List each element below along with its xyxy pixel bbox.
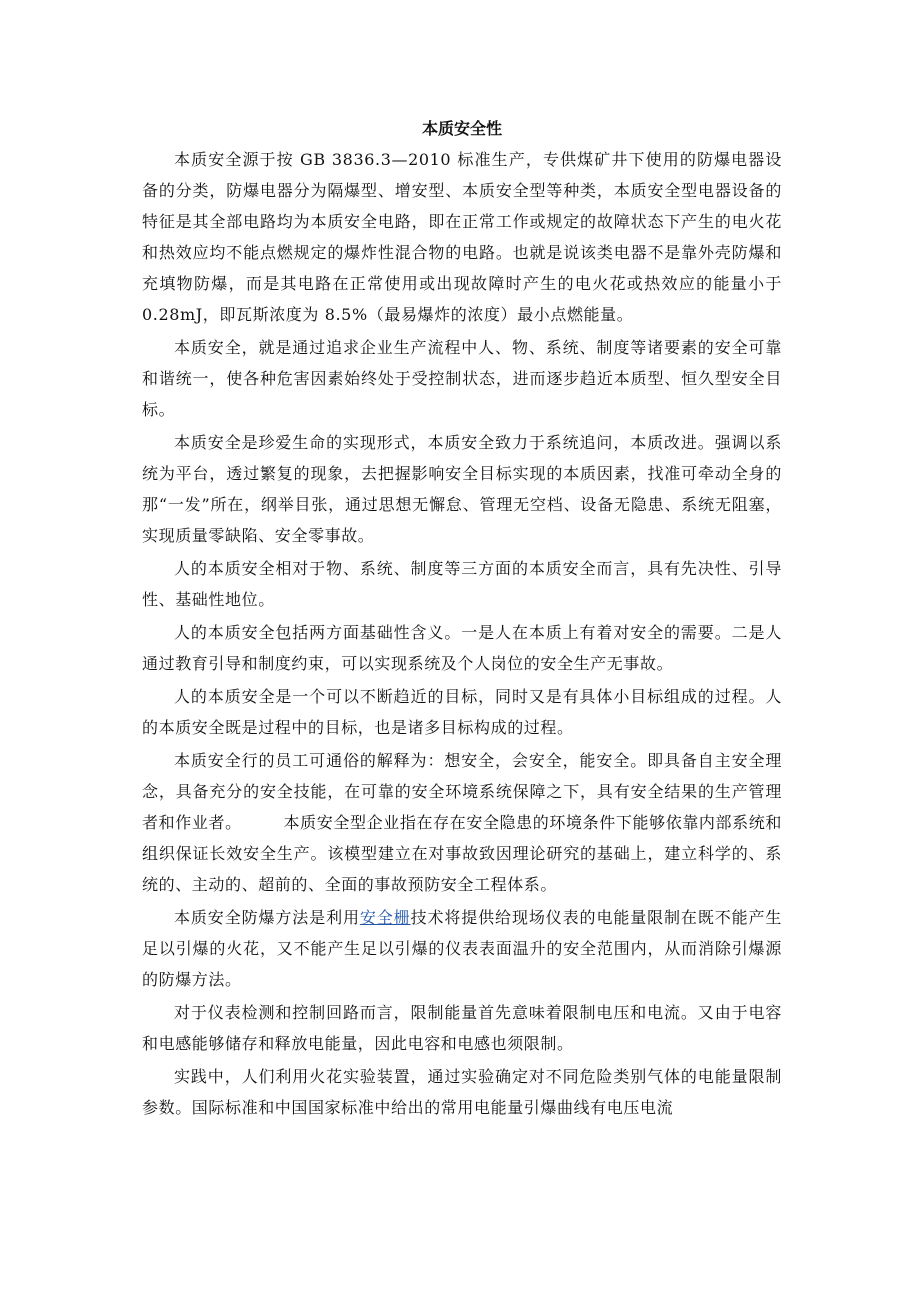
paragraph-8-text-start: 本质安全防爆方法是利用 [174,908,360,927]
document-page [142,118,782,1125]
paragraph-4: 人的本质安全相对于物、系统、制度等三方面的本质安全而言，具有先决性、引导性、基础性地位。 [142,559,782,609]
paragraph-1: 本质安全源于按 GB 3836.3—2010 标准生产，专供煤矿井下使用的防爆电器设备的分类，防爆电器分为隔爆型、增安型、本质安全型等种类，本质安全型电器设备的特征是其全部电路均为本质安全电路，即在正常工作或规定的故障状态下产生的电火花和热效应均不能点燃规定的爆炸性混合物的电路。也就是说该类电器不是靠外壳防爆和充填物防爆，而是其电路在正常使用或出现故障时产生的电火花或热效应的能量小于 0.28mJ，即瓦斯浓度为 8.5%（最易爆炸的浓度）最小点燃能量。 [142,150,782,324]
document-title: 本质安全性 [421,119,502,138]
paragraph-8-text-end: 技术将提供给现场仪表的电能量限制在既不能产生足以引爆的火花，又不能产生足以引爆的仪表表面温升的安全范围内，从而消除引爆源的防爆方法。 [142,908,783,989]
paragraph-5: 人的本质安全包括两方面基础性含义。一是人在本质上有着对安全的需要。二是人通过教育引导和制度约束，可以实现系统及个人岗位的安全生产无事故。 [142,623,782,673]
paragraph-3: 本质安全是珍爱生命的实现形式，本质安全致力于系统追问，本质改进。强调以系统为平台，透过繁复的现象，去把握影响安全目标实现的本质因素，找准可牵动全身的那“一发”所在，纲举目张，通过思想无懈怠、管理无空档、设备无隐患、系统无阻塞，实现质量零缺陷、安全零事故。 [142,433,782,545]
paragraph-2: 本质安全，就是通过追求企业生产流程中人、物、系统、制度等诸要素的安全可靠和谐统一，使各种危害因素始终处于受控制状态，进而逐步趋近本质型、恒久型安全目标。 [142,338,782,419]
safety-barrier-link[interactable]: 安全栅 [359,908,411,927]
paragraph-6: 人的本质安全是一个可以不断趋近的目标，同时又是有具体小目标组成的过程。人的本质安全既是过程中的目标，也是诸多目标构成的过程。 [142,687,782,737]
paragraph-7: 本质安全行的员工可通俗的解释为：想安全，会安全，能安全。即具备自主安全理念，具备充分的安全技能，在可靠的安全环境系统保障之下，具有安全结果的生产管理者和作业者。 本质安全型企业指在存在安全隐患的环境条件下能够依靠内部系统和组织保证长效安全生产。该模型建立在对事故致因理论研究的基础上，建立科学的、系统的、主动的、超前的、全面的事故预防安全工程体系。 [142,751,782,894]
paragraph-9: 对于仪表检测和控制回路而言，限制能量首先意味着限制电压和电流。又由于电容和电感能够储存和释放电能量，因此电容和电感也须限制。 [142,1003,782,1053]
paragraph-10: 实践中，人们利用火花实验装置，通过实验确定对不同危险类别气体的电能量限制参数。国际标准和中国国家标准中给出的常用电能量引爆曲线有电压电流 [142,1067,782,1117]
paragraph-8 [142,902,782,995]
